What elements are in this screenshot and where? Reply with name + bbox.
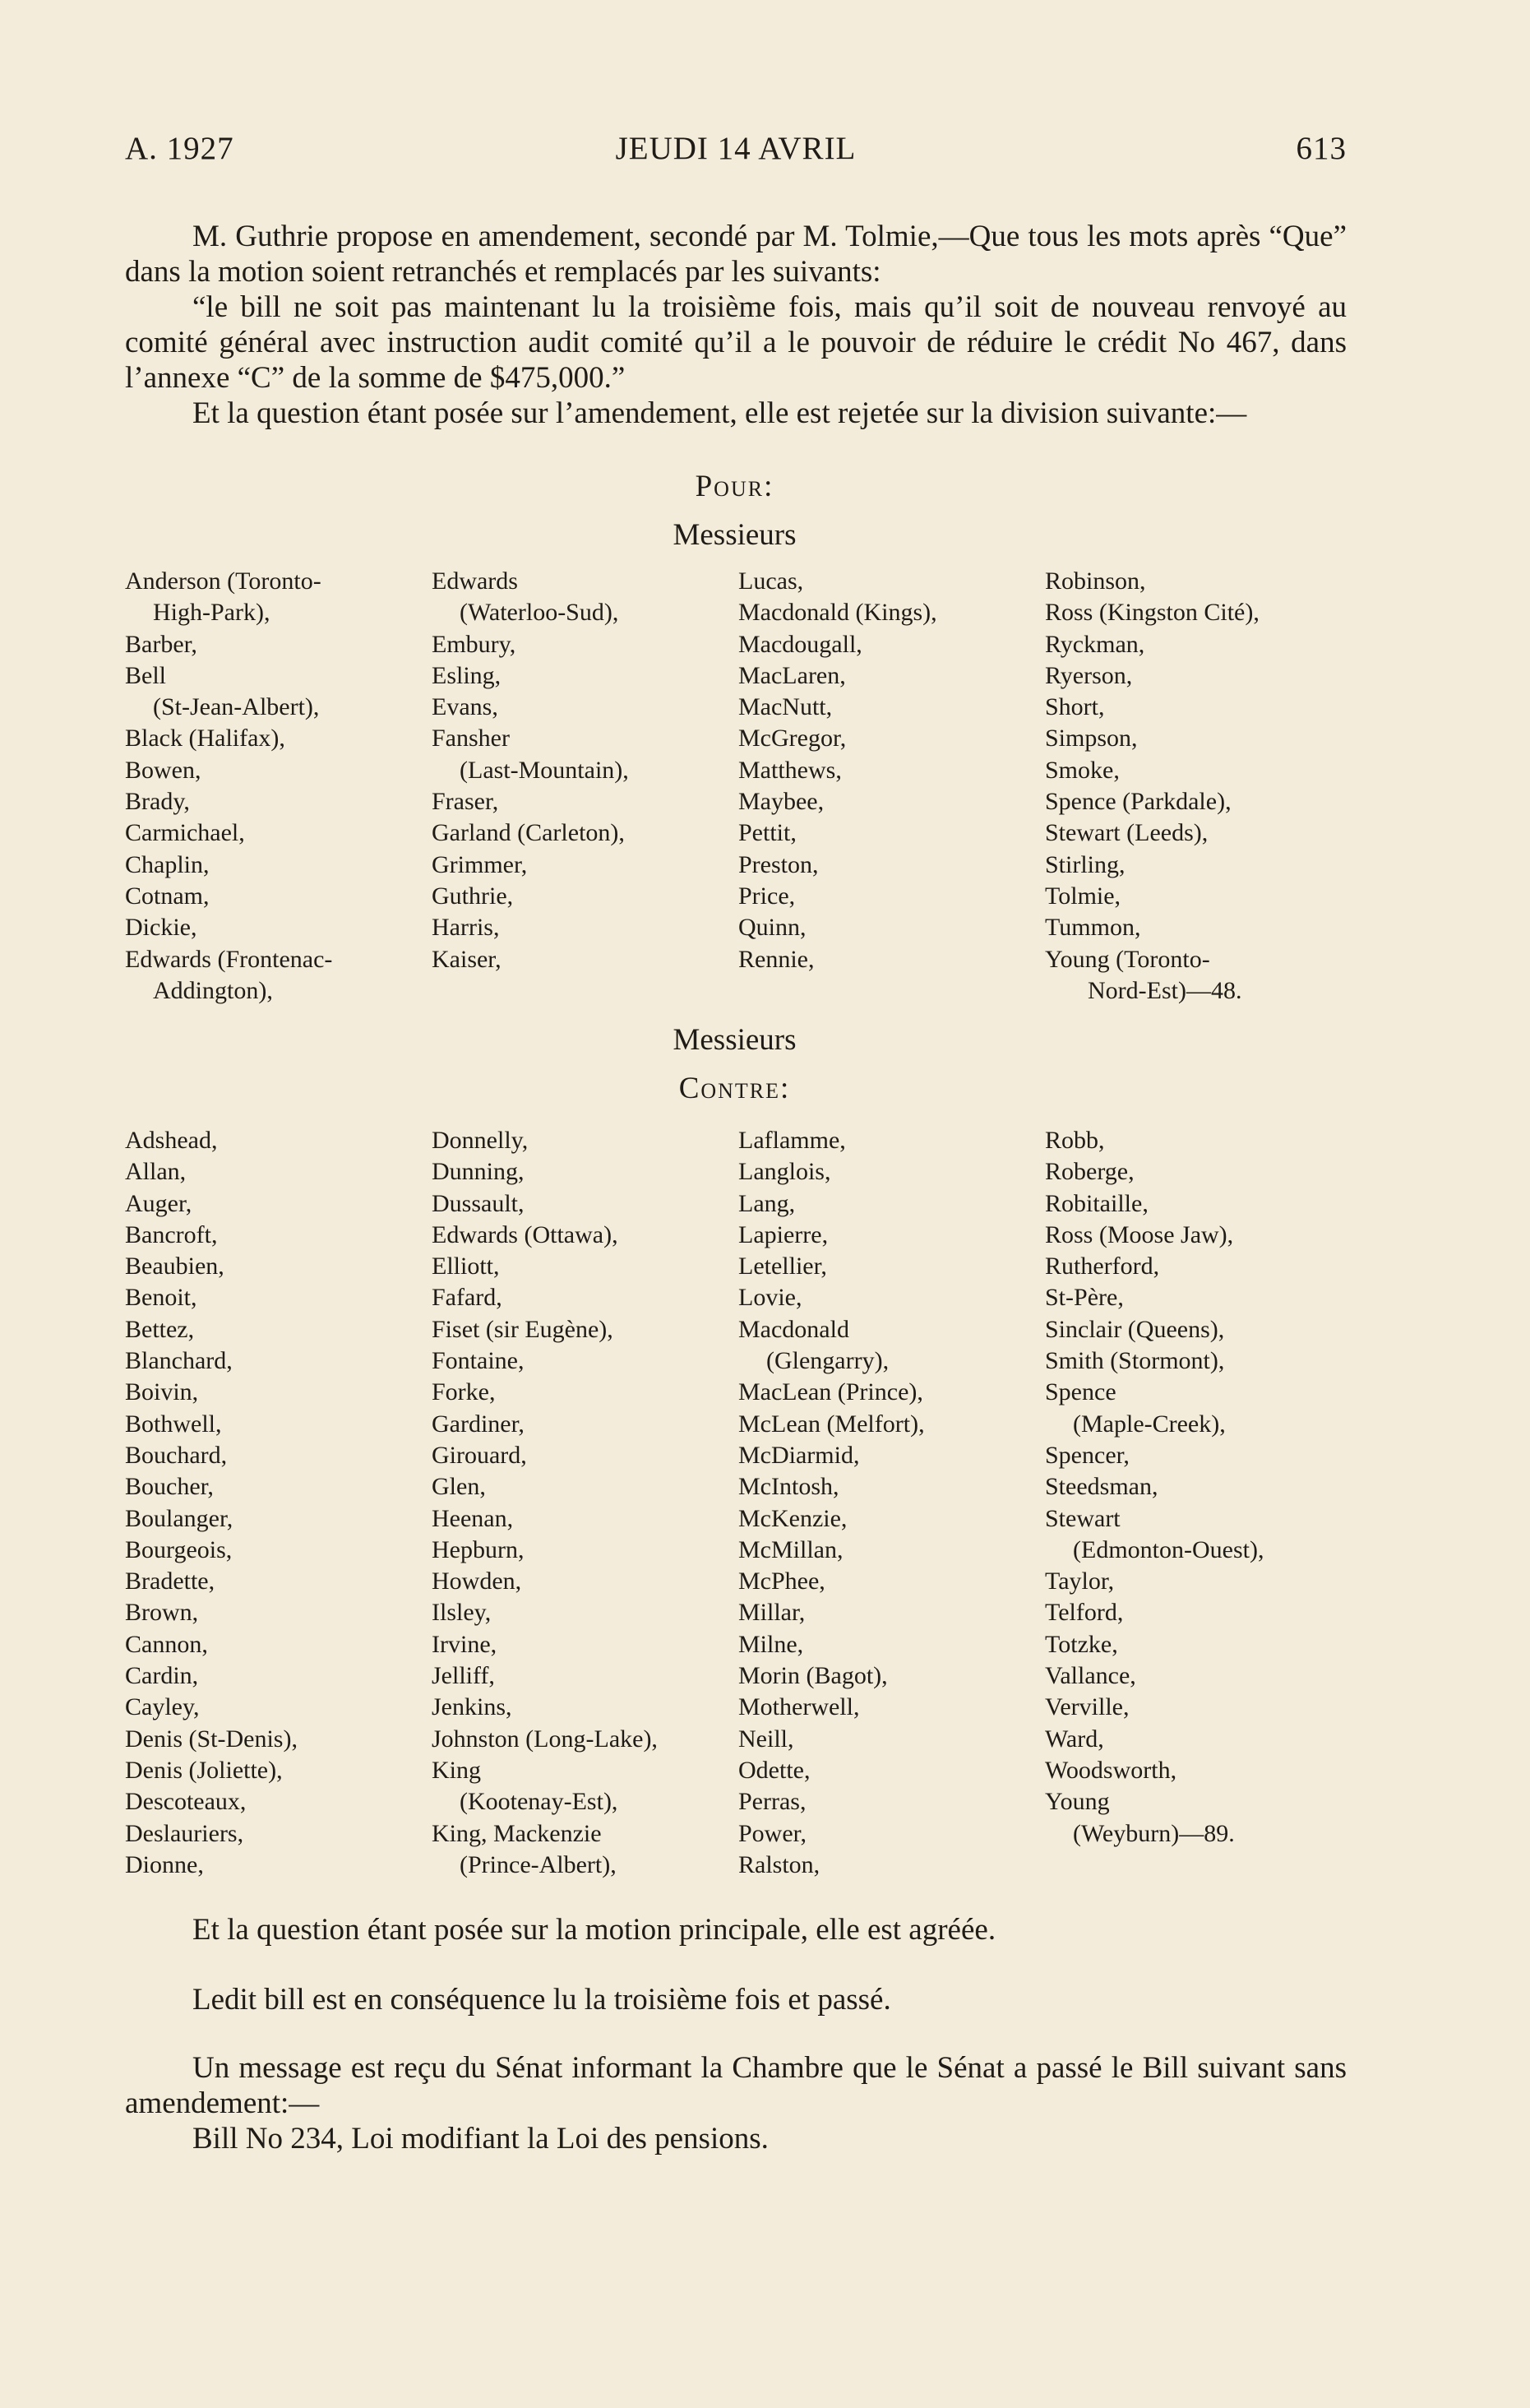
voter-name: Woodsworth,	[1045, 1756, 1177, 1784]
voter-name: Evans,	[432, 693, 498, 721]
voter-name: Blanchard,	[125, 1347, 233, 1375]
voter-name: Brown,	[125, 1599, 199, 1627]
pour-heading: Pour:	[695, 470, 774, 503]
voter-name: Spence	[1045, 1378, 1116, 1406]
voter-name: Neill,	[738, 1725, 794, 1753]
voter-name: Dickie,	[125, 914, 197, 942]
motion-quote-paragraph: “le bill ne soit pas maintenant lu la troisième fois, mais qu’il soit de nouveau renvoyé au comité général avec instruction audit comité qu’il a le pouvoir de réduire le crédit No 467, dans l’annexe “C” de la somme de $475,000.”	[125, 290, 1347, 395]
voter-name: St-Père,	[1045, 1284, 1124, 1312]
voter-name: Robinson,	[1045, 567, 1146, 595]
vote-total: (Weyburn)—89.	[1073, 1819, 1235, 1847]
voter-name: Addington),	[153, 976, 273, 1004]
pour-column-2	[432, 566, 737, 975]
pour-vote-list	[125, 566, 1358, 1014]
voter-name: Power,	[738, 1819, 807, 1847]
voter-name: Glen,	[432, 1473, 486, 1501]
voter-name: Barber,	[125, 630, 197, 658]
voter-name: Spence (Parkdale),	[1045, 788, 1232, 816]
voter-name: Carmichael,	[125, 819, 245, 847]
voter-name: Forke,	[432, 1378, 496, 1406]
voter-name: MacLaren,	[738, 661, 846, 689]
motion-question-paragraph: Et la question étant posée sur l’amendement, elle est rejetée sur la division suivante:—	[192, 396, 1247, 430]
voter-name: (Waterloo-Sud),	[460, 599, 619, 627]
voter-name: Pettit,	[738, 819, 797, 847]
voter-name: Sinclair (Queens),	[1045, 1315, 1225, 1343]
voter-name: Totzke,	[1045, 1630, 1118, 1658]
page-header	[125, 130, 1347, 171]
voter-name: Lapierre,	[738, 1220, 829, 1248]
voter-name: Johnston (Long-Lake),	[432, 1725, 658, 1753]
voter-name: Letellier,	[738, 1253, 827, 1280]
header-year: A. 1927	[125, 131, 234, 166]
closing-paragraph-1	[125, 1912, 1347, 1947]
voter-name: Kaiser,	[432, 945, 502, 973]
voter-name: Howden,	[432, 1568, 522, 1595]
voter-name: King, Mackenzie	[432, 1819, 602, 1847]
header-date: JEUDI 14 AVRIL	[615, 131, 857, 166]
voter-name: Morin (Bagot),	[738, 1662, 888, 1690]
voter-name: Black (Halifax),	[125, 725, 285, 752]
voter-name: Stirling,	[1045, 850, 1126, 878]
voter-name: Fraser,	[432, 788, 499, 816]
voter-name: Denis (St-Denis),	[125, 1725, 298, 1753]
voter-name: McKenzie,	[738, 1504, 848, 1532]
voter-name: Taylor,	[1045, 1568, 1115, 1595]
voter-name: (Prince-Albert),	[460, 1850, 617, 1878]
voter-name: Ilsley,	[432, 1599, 492, 1627]
voter-name: Dionne,	[125, 1850, 204, 1878]
voter-name: Benoit,	[125, 1284, 197, 1312]
voter-name: Irvine,	[432, 1630, 497, 1658]
voter-name: Brady,	[125, 788, 190, 816]
voter-name: High-Park),	[153, 599, 270, 627]
pour-subheading: Messieurs	[673, 518, 797, 552]
amendment-motion	[125, 219, 1347, 431]
voter-name: McDiarmid,	[738, 1441, 860, 1469]
bill-title-text: Bill No 234, Loi modifiant la Loi des pensions.	[192, 2122, 769, 2156]
voter-name: Stewart	[1045, 1504, 1121, 1532]
voter-name: Telford,	[1045, 1599, 1124, 1627]
voter-name: Bell	[125, 661, 166, 689]
voter-name: Cotnam,	[125, 882, 210, 910]
voter-name: Milne,	[738, 1630, 804, 1658]
voter-name: Ross (Kingston Cité),	[1045, 599, 1260, 627]
voter-name: Motherwell,	[738, 1693, 860, 1721]
voter-name: Ralston,	[738, 1850, 820, 1878]
voter-name: MacLean (Prince),	[738, 1378, 923, 1406]
voter-name: Jelliff,	[432, 1662, 495, 1690]
voter-name: Guthrie,	[432, 882, 514, 910]
voter-name: Perras,	[738, 1788, 807, 1816]
voter-name: Rennie,	[738, 945, 815, 973]
voter-name: Cayley,	[125, 1693, 200, 1721]
voter-name: Langlois,	[738, 1158, 831, 1186]
voter-name: Maybee,	[738, 788, 825, 816]
voter-name: McIntosh,	[738, 1473, 839, 1501]
voter-name: McPhee,	[738, 1568, 825, 1595]
voter-name: Preston,	[738, 850, 819, 878]
voter-name: Roberge,	[1045, 1158, 1135, 1186]
voter-name: Macdougall,	[738, 630, 862, 658]
voter-name: Ryckman,	[1045, 630, 1145, 658]
voter-name: Fiset (sir Eugène),	[432, 1315, 613, 1343]
voter-name: Edwards (Ottawa),	[432, 1220, 618, 1248]
voter-name: Short,	[1045, 693, 1105, 721]
voter-name: MacNutt,	[738, 693, 833, 721]
voter-name: Dunning,	[432, 1158, 525, 1186]
voter-name: Price,	[738, 882, 796, 910]
voter-name: Rutherford,	[1045, 1253, 1160, 1280]
voter-name: Deslauriers,	[125, 1819, 244, 1847]
voter-name: Cardin,	[125, 1662, 199, 1690]
voter-name: Harris,	[432, 914, 500, 942]
voter-name: Cannon,	[125, 1630, 208, 1658]
voter-name: Girouard,	[432, 1441, 527, 1469]
voter-name: Fansher	[432, 725, 510, 752]
third-reading-text: Ledit bill est en conséquence lu la troisième fois et passé.	[192, 1983, 891, 2017]
voter-name: Gardiner,	[432, 1410, 525, 1438]
voter-name: Bradette,	[125, 1568, 215, 1595]
voter-name: Quinn,	[738, 914, 807, 942]
senate-message-text: Un message est reçu du Sénat informant la Chambre que le Sénat a passé le Bill suivant sans amendement:—	[125, 2051, 1347, 2120]
voter-name: Edwards (Frontenac-	[125, 945, 333, 973]
voter-name: Lang,	[738, 1189, 796, 1217]
voter-name: Bourgeois,	[125, 1535, 233, 1563]
voter-name: Vallance,	[1045, 1662, 1136, 1690]
voter-name: King	[432, 1756, 481, 1784]
voter-name: Denis (Joliette),	[125, 1756, 283, 1784]
voter-name: Macdonald (Kings),	[738, 599, 937, 627]
voter-name: Chaplin,	[125, 850, 210, 878]
main-motion-result: Et la question étant posée sur la motion principale, elle est agréée.	[192, 1913, 996, 1947]
voter-name: Bettez,	[125, 1315, 195, 1343]
voter-name: Hepburn,	[432, 1535, 525, 1563]
voter-name: (St-Jean-Albert),	[153, 693, 320, 721]
voter-name: Young (Toronto-	[1045, 945, 1210, 973]
voter-name: Bowen,	[125, 756, 201, 784]
voter-name: Elliott,	[432, 1253, 500, 1280]
voter-name: McGregor,	[738, 725, 847, 752]
voter-name: McMillan,	[738, 1535, 844, 1563]
contre-heading: Contre:	[678, 1072, 791, 1105]
voter-name: Jenkins,	[432, 1693, 512, 1721]
voter-name: Lucas,	[738, 567, 804, 595]
voter-name: Smoke,	[1045, 756, 1120, 784]
voter-name: Boucher,	[125, 1473, 214, 1501]
voter-name: Heenan,	[432, 1504, 514, 1532]
voter-name: Laflamme,	[738, 1127, 846, 1154]
closing-paragraph-3	[125, 2050, 1347, 2156]
vote-total: Nord-Est)—48.	[1088, 976, 1242, 1004]
voter-name: (Glengarry),	[766, 1347, 890, 1375]
voter-name: Simpson,	[1045, 725, 1138, 752]
voter-name: Boivin,	[125, 1378, 199, 1406]
voter-name: Donnelly,	[432, 1127, 529, 1154]
voter-name: McLean (Melfort),	[738, 1410, 925, 1438]
contre-column-4	[1045, 1125, 1351, 1850]
voter-name: Ryerson,	[1045, 661, 1133, 689]
voter-name: Fafard,	[432, 1284, 502, 1312]
voter-name: Auger,	[125, 1189, 192, 1217]
closing-paragraph-2	[125, 1982, 1347, 2017]
voter-name: Matthews,	[738, 756, 842, 784]
voter-name: (Edmonton-Ouest),	[1073, 1535, 1264, 1563]
contre-subheading: Messieurs	[673, 1023, 797, 1057]
contre-vote-list	[125, 1125, 1358, 1886]
header-page-number: 613	[1296, 131, 1347, 166]
voter-name: Adshead,	[125, 1127, 218, 1154]
motion-paragraph: M. Guthrie propose en amendement, secondé par M. Tolmie,—Que tous les mots après “Que” dans la motion soient retranchés et remplacés par les suivants:	[125, 220, 1347, 289]
voter-name: Grimmer,	[432, 850, 528, 878]
pour-column-4	[1045, 566, 1351, 1007]
voter-name: (Last-Mountain),	[460, 756, 629, 784]
voter-name: (Maple-Creek),	[1073, 1410, 1226, 1438]
voter-name: Fontaine,	[432, 1347, 525, 1375]
voter-name: Bouchard,	[125, 1441, 228, 1469]
voter-name: Allan,	[125, 1158, 187, 1186]
voter-name: Robb,	[1045, 1127, 1105, 1154]
voter-name: Tolmie,	[1045, 882, 1121, 910]
voter-name: Tummon,	[1045, 914, 1141, 942]
voter-name: Odette,	[738, 1756, 811, 1784]
contre-column-1	[125, 1125, 431, 1881]
voter-name: Millar,	[738, 1599, 806, 1627]
contre-column-2	[432, 1125, 737, 1881]
voter-name: Esling,	[432, 661, 502, 689]
voter-name: Young	[1045, 1788, 1110, 1816]
voter-name: Smith (Stormont),	[1045, 1347, 1225, 1375]
pour-column-1	[125, 566, 431, 1007]
voter-name: Ross (Moose Jaw),	[1045, 1220, 1234, 1248]
contre-column-3	[738, 1125, 1044, 1881]
voter-name: Anderson (Toronto-	[125, 567, 321, 595]
voter-name: Descoteaux,	[125, 1788, 247, 1816]
voter-name: Verville,	[1045, 1693, 1130, 1721]
voter-name: Macdonald	[738, 1315, 849, 1343]
voter-name: Stewart (Leeds),	[1045, 819, 1209, 847]
voter-name: Dussault,	[432, 1189, 525, 1217]
voter-name: Steedsman,	[1045, 1473, 1158, 1501]
voter-name: Robitaille,	[1045, 1189, 1149, 1217]
voter-name: Beaubien,	[125, 1253, 224, 1280]
voter-name: Lovie,	[738, 1284, 802, 1312]
voter-name: Boulanger,	[125, 1504, 233, 1532]
voter-name: Embury,	[432, 630, 516, 658]
pour-column-3	[738, 566, 1044, 975]
voter-name: Spencer,	[1045, 1441, 1130, 1469]
voter-name: Edwards	[432, 567, 518, 595]
voter-name: Bothwell,	[125, 1410, 222, 1438]
voter-name: (Kootenay-Est),	[460, 1788, 618, 1816]
voter-name: Garland (Carleton),	[432, 819, 625, 847]
voter-name: Ward,	[1045, 1725, 1104, 1753]
voter-name: Bancroft,	[125, 1220, 218, 1248]
